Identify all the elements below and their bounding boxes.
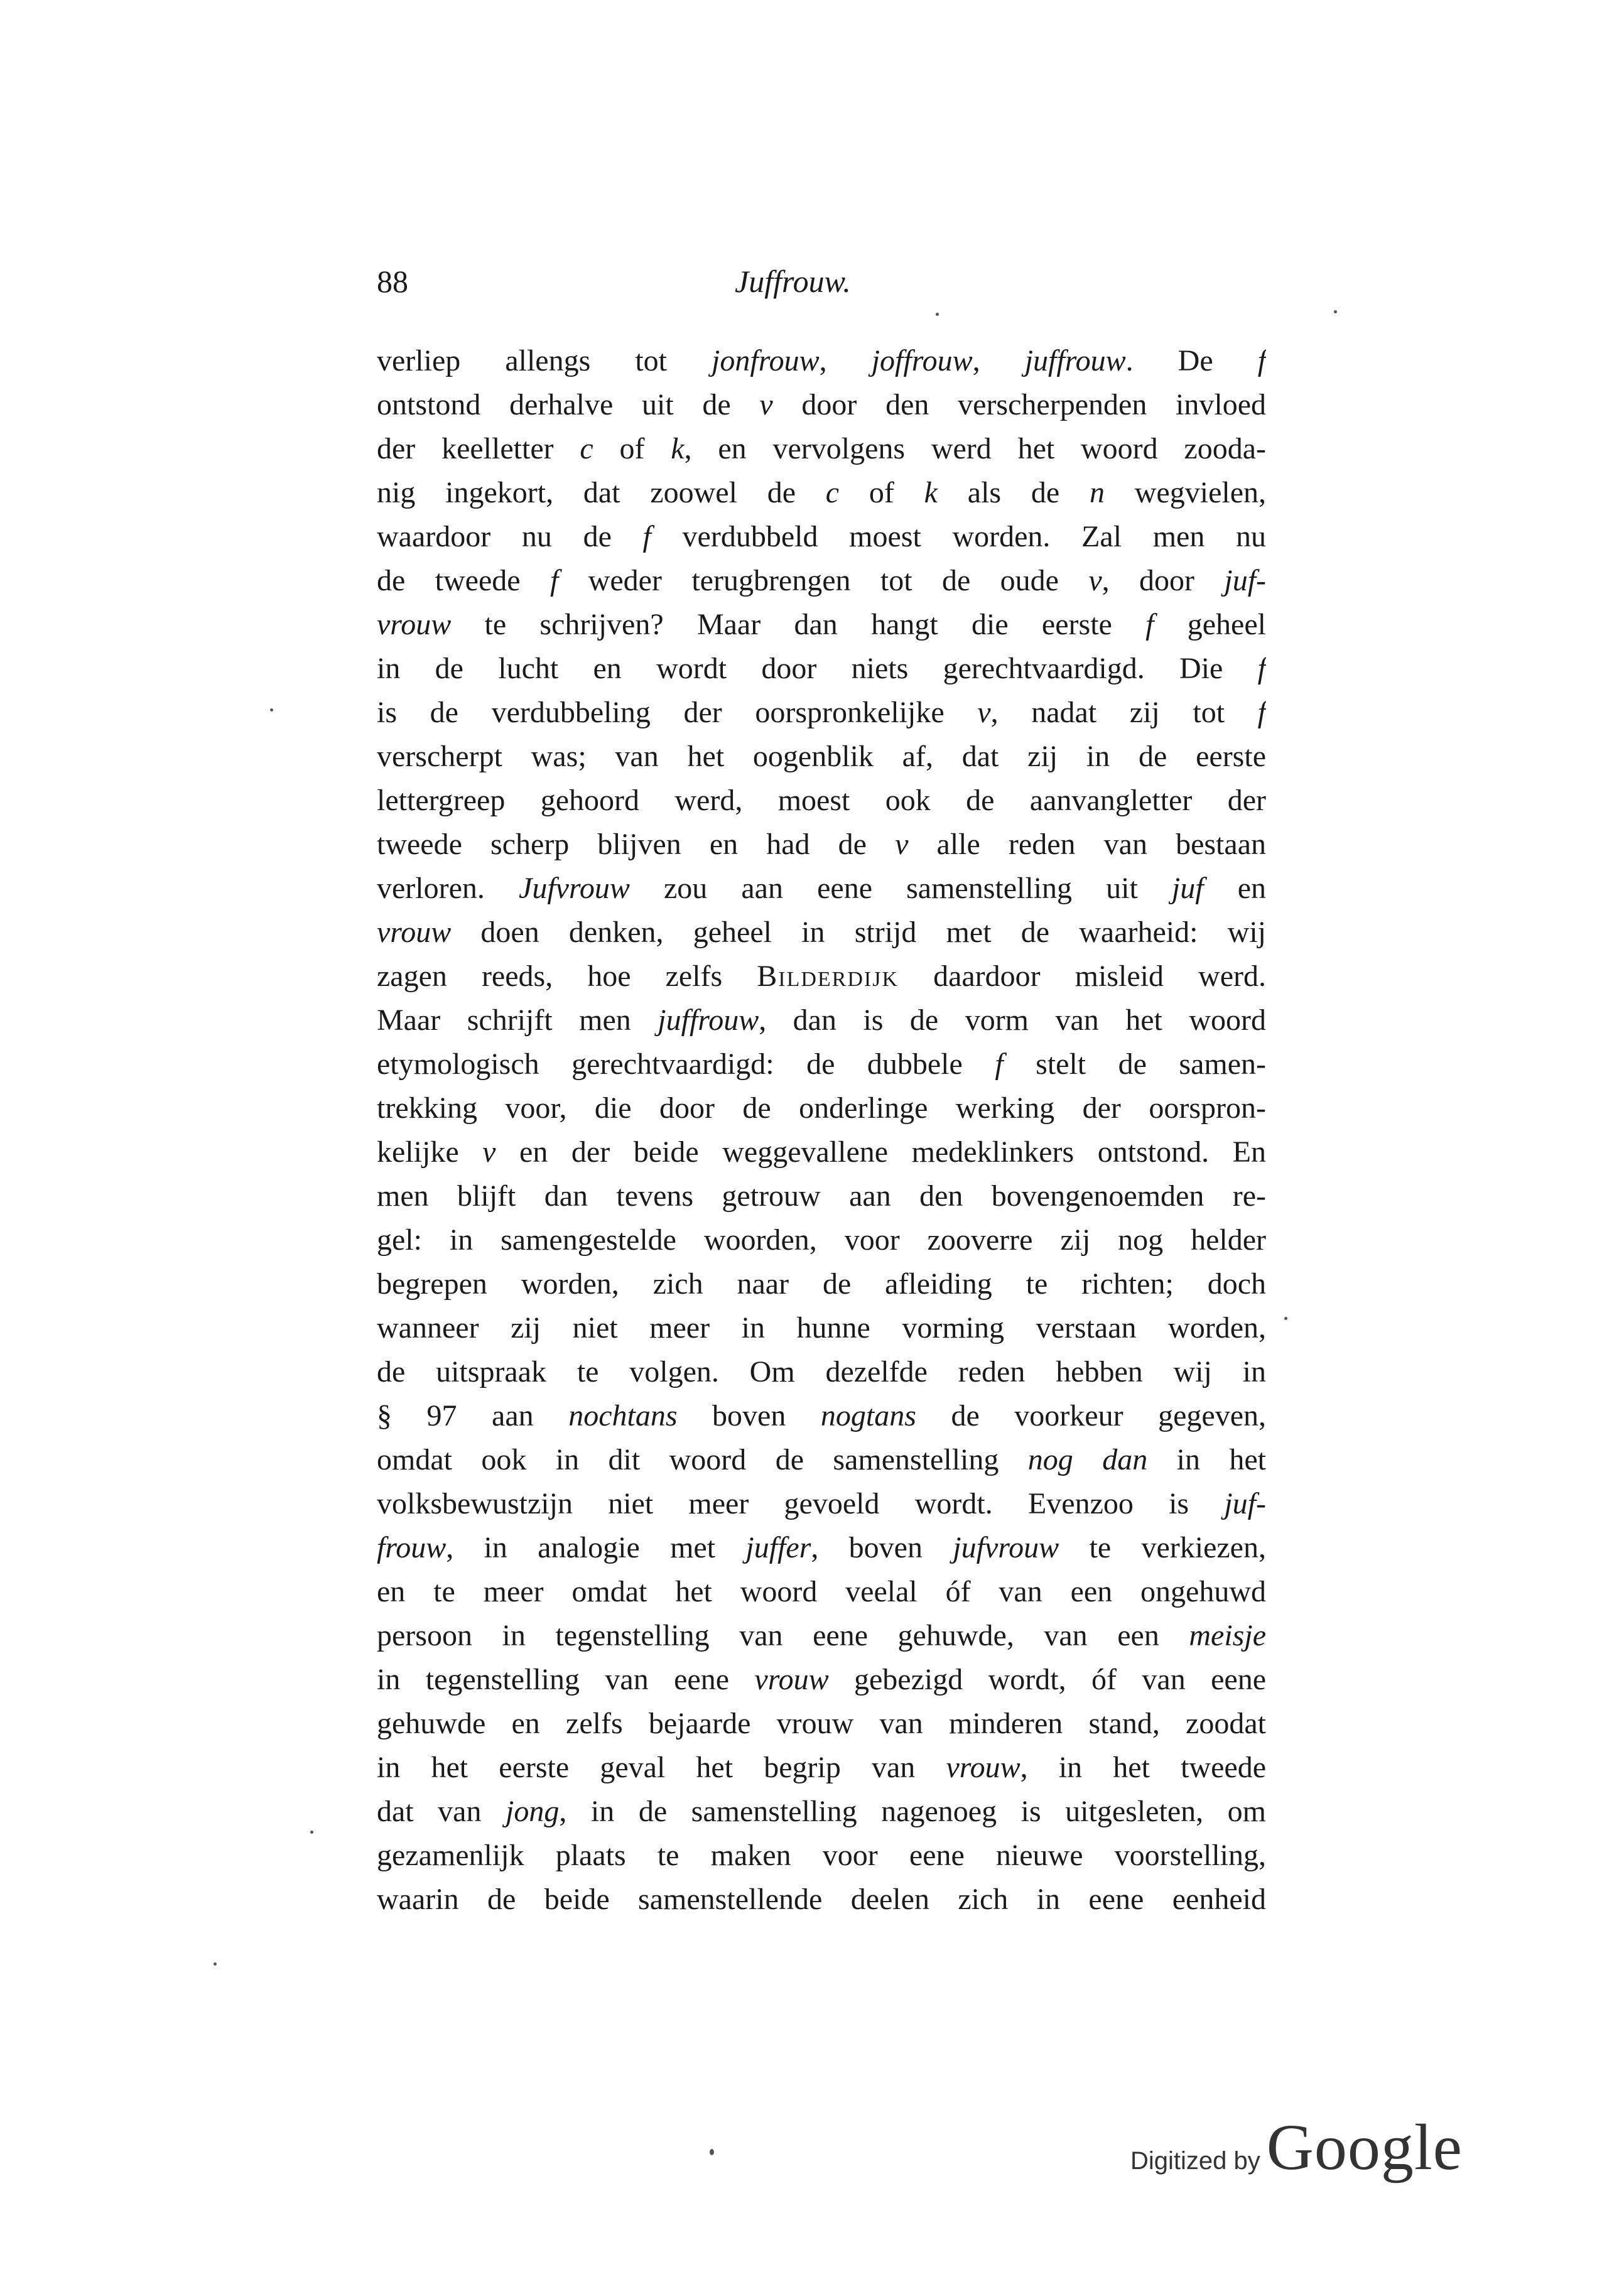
italic-term: juffrouw: [658, 1004, 759, 1037]
text-line: [377, 779, 1266, 823]
italic-term: k: [671, 432, 685, 465]
italic-term: f: [1257, 344, 1266, 377]
text-line: [377, 1526, 1266, 1570]
text-segment: de uitspraak te volgen. Om dezelfde reden hebben wij in: [377, 1355, 1266, 1388]
text-segment: daardoor misleid werd.: [899, 960, 1266, 993]
italic-term: v: [1088, 564, 1102, 597]
text-segment: of: [593, 432, 671, 465]
text-segment: weder terugbrengen tot de oude: [558, 564, 1089, 597]
text-segment: in tegenstelling van eene: [377, 1663, 755, 1696]
italic-term: n: [1089, 476, 1105, 509]
italic-term: Jufvrouw: [519, 872, 630, 905]
italic-term: vrouw: [754, 1663, 829, 1696]
text-segment: of: [839, 476, 924, 509]
text-segment: persoon in tegenstelling van eene gehuwde, van een: [377, 1619, 1189, 1652]
text-line: [377, 1218, 1266, 1262]
text-segment: gezamenlijk plaats te maken voor eene nieuwe voorstelling,: [377, 1839, 1266, 1872]
italic-term: vrouw: [377, 608, 452, 641]
text-segment: doen denken, geheel in strijd met de waarheid: wij: [451, 916, 1266, 949]
text-line: [377, 911, 1266, 955]
text-line: [377, 339, 1266, 383]
text-line: [377, 515, 1266, 559]
text-segment: . De: [1125, 344, 1258, 377]
italic-term: jong: [506, 1795, 560, 1828]
text-line: [377, 1438, 1266, 1482]
text-segment: tweede scherp blijven en had de: [377, 828, 896, 861]
italic-term: jufvrouw: [953, 1531, 1059, 1564]
text-segment: , door: [1102, 564, 1225, 597]
italic-term: nogtans: [820, 1399, 916, 1432]
text-line: [377, 691, 1266, 735]
scan-speck: [710, 2149, 714, 2155]
text-segment: en: [1203, 872, 1266, 905]
text-line: [377, 1042, 1266, 1086]
text-segment: etymologisch gerechtvaardigd: de dubbele: [377, 1047, 995, 1081]
text-segment: verliep allengs tot: [377, 344, 712, 377]
text-line: [377, 1262, 1266, 1306]
text-line: [377, 603, 1266, 647]
italic-term: nochtans: [568, 1399, 678, 1432]
text-segment: der keelletter: [377, 432, 580, 465]
text-segment: gel: in samengestelde woorden, voor zooverre zij nog helder: [377, 1223, 1266, 1257]
text-line: [377, 559, 1266, 603]
text-line: [377, 1702, 1266, 1746]
text-segment: men blijft dan tevens getrouw aan den bovengenoemden re-: [377, 1179, 1266, 1213]
text-segment: alle reden van bestaan: [908, 828, 1266, 861]
italic-term: f: [1257, 652, 1266, 685]
text-segment: , en vervolgens werd het woord zooda-: [684, 432, 1266, 465]
text-segment: Maar schrijft men: [377, 1004, 658, 1037]
italic-term: c: [580, 432, 593, 465]
italic-term: v: [759, 388, 773, 421]
text-line: [377, 1878, 1266, 1922]
running-title: Juffrouw.: [735, 264, 851, 299]
text-segment: gehuwde en zelfs bejaarde vrouw van minderen stand, zoodat: [377, 1707, 1266, 1740]
digitized-by-watermark: [1130, 2110, 1463, 2183]
text-line: [377, 647, 1266, 691]
text-segment: te schrijven? Maar dan hangt die eerste: [451, 608, 1146, 641]
text-segment: te verkiezen,: [1059, 1531, 1266, 1564]
text-segment: verdubbeld moest worden. Zal men nu: [651, 520, 1266, 553]
text-line: [377, 1306, 1266, 1350]
text-segment: gebezigd wordt, óf van eene: [828, 1663, 1266, 1696]
text-segment: lettergreep gehoord werd, moest ook de aanvangletter der: [377, 784, 1266, 817]
text-segment: in het eerste geval het begrip van: [377, 1751, 946, 1784]
text-line: [377, 955, 1266, 998]
text-segment: begrepen worden, zich naar de afleiding te richten; doch: [377, 1267, 1266, 1301]
text-segment: , in analogie met: [446, 1531, 746, 1564]
text-line: [377, 735, 1266, 779]
scan-speck: [1284, 1317, 1287, 1320]
body-text: [377, 339, 1266, 1922]
text-segment: als de: [937, 476, 1090, 509]
text-segment: verscherpt was; van het oogenblik af, dat zij in de eerste: [377, 740, 1266, 773]
text-line: [377, 1658, 1266, 1702]
italic-term: v: [895, 828, 909, 861]
text-line: [377, 1174, 1266, 1218]
scan-speck: [936, 313, 939, 316]
text-segment: nig ingekort, dat zoowel de: [377, 476, 826, 509]
text-segment: waardoor nu de: [377, 520, 643, 553]
text-segment: , dan is de vorm van het woord: [759, 1004, 1266, 1037]
text-segment: ontstond derhalve uit de: [377, 388, 760, 421]
scan-speck: [310, 1831, 313, 1834]
text-segment: stelt de samen-: [1003, 1047, 1266, 1081]
italic-term: v: [482, 1135, 496, 1169]
text-segment: waarin de beide samenstellende deelen zich in eene eenheid: [377, 1883, 1266, 1916]
text-segment: boven: [677, 1399, 821, 1432]
italic-term: f: [995, 1047, 1004, 1081]
italic-term: c: [825, 476, 840, 509]
text-line: [377, 998, 1266, 1042]
text-segment: en te meer omdat het woord veelal óf van een ongehuwd: [377, 1575, 1266, 1608]
text-segment: verloren.: [377, 872, 519, 905]
text-line: [377, 427, 1266, 471]
text-line: [377, 867, 1266, 911]
page-number: 88: [377, 264, 408, 299]
text-segment: en der beide weggevallene medeklinkers ontstond. En: [495, 1135, 1266, 1169]
italic-term: juffrouw: [1024, 344, 1126, 377]
italic-term: f: [1257, 696, 1266, 729]
text-line: [377, 1834, 1266, 1878]
text-segment: zou aan eene samenstelling uit: [629, 872, 1172, 905]
scan-speck: [1334, 310, 1337, 313]
text-segment: ,: [819, 344, 872, 377]
italic-term: frouw: [377, 1531, 447, 1564]
text-segment: , boven: [811, 1531, 953, 1564]
italic-term: vrouw: [377, 916, 452, 949]
italic-term: f: [1145, 608, 1154, 641]
italic-term: f: [642, 520, 651, 553]
text-segment: kelijke: [377, 1135, 483, 1169]
text-line: [377, 1482, 1266, 1526]
small-caps-name: Bilderdijk: [757, 960, 899, 993]
text-segment: zagen reeds, hoe zelfs: [377, 960, 757, 993]
italic-term: k: [924, 476, 938, 509]
italic-term: vrouw: [946, 1751, 1020, 1784]
text-segment: is de verdubbeling der oorspronkelijke: [377, 696, 978, 729]
italic-term: jonfrouw: [712, 344, 820, 377]
text-line: [377, 1086, 1266, 1130]
text-line: [377, 823, 1266, 867]
text-segment: volksbewustzijn niet meer gevoeld wordt. Evenzoo is: [377, 1487, 1225, 1520]
text-line: [377, 1746, 1266, 1790]
text-line: [377, 1350, 1266, 1394]
text-line: [377, 1394, 1266, 1438]
text-line: [377, 471, 1266, 515]
text-segment: wegvielen,: [1104, 476, 1266, 509]
text-segment: , in de samenstelling nagenoeg is uitgesleten, om: [559, 1795, 1266, 1828]
text-line: [377, 383, 1266, 427]
italic-term: meisje: [1189, 1619, 1266, 1652]
text-segment: wanneer zij niet meer in hunne vorming verstaan worden,: [377, 1311, 1266, 1345]
text-segment: ,: [972, 344, 1025, 377]
text-segment: trekking voor, die door de onderlinge werking der oorspron-: [377, 1091, 1266, 1125]
italic-term: juf-: [1224, 564, 1266, 597]
italic-term: juf-: [1224, 1487, 1266, 1520]
text-line: [377, 1614, 1266, 1658]
text-segment: omdat ook in dit woord de samenstelling: [377, 1443, 1028, 1476]
text-segment: de tweede: [377, 564, 550, 597]
italic-term: f: [549, 564, 559, 597]
italic-term: juffer: [745, 1531, 811, 1564]
text-segment: , nadat zij tot: [990, 696, 1258, 729]
italic-term: joffrouw: [871, 344, 973, 377]
text-segment: door den verscherpenden invloed: [772, 388, 1266, 421]
text-line: [377, 1570, 1266, 1614]
scan-speck: [214, 1962, 217, 1966]
italic-term: v: [977, 696, 991, 729]
italic-term: juf: [1171, 872, 1204, 905]
text-line: [377, 1790, 1266, 1834]
text-segment: geheel: [1154, 608, 1266, 641]
text-segment: de voorkeur gegeven,: [916, 1399, 1266, 1432]
italic-term: nog dan: [1027, 1443, 1148, 1476]
text-line: [377, 1130, 1266, 1174]
scan-speck: [270, 708, 273, 712]
text-segment: § 97 aan: [377, 1399, 569, 1432]
text-segment: , in het tweede: [1020, 1751, 1266, 1784]
text-segment: in de lucht en wordt door niets gerechtvaardigd. Die: [377, 652, 1258, 685]
text-segment: in het: [1147, 1443, 1266, 1476]
digitized-label: Digitized by: [1130, 2147, 1260, 2175]
text-segment: dat van: [377, 1795, 506, 1828]
google-logo: Google: [1266, 2111, 1463, 2183]
